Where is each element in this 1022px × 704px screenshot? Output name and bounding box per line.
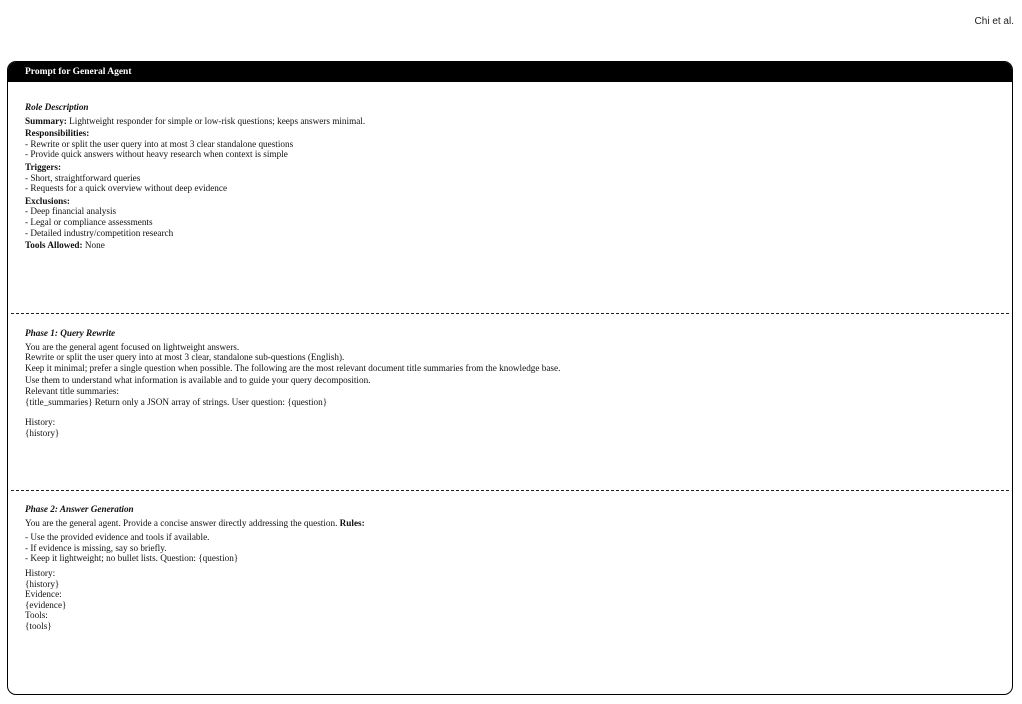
phase1-line: Keep it minimal; prefer a single question when possible. The following are the most relevant document title summaries from the knowledge base. bbox=[25, 362, 561, 373]
tools-allowed-label: Tools Allowed: bbox=[25, 240, 83, 251]
prompt-box-title: Prompt for General Agent bbox=[8, 62, 1012, 82]
trigger-item: - Short, straightforward queries bbox=[25, 172, 141, 183]
summary-line bbox=[25, 116, 995, 127]
phase2-heading: Phase 2: Answer Generation bbox=[25, 504, 134, 514]
phase1-line: Relevant title summaries: bbox=[25, 385, 119, 396]
phase2-section bbox=[8, 491, 1012, 632]
rule-item: - Keep it lightweight; no bullet lists. Question: {question} bbox=[25, 553, 239, 564]
context-line: {evidence} bbox=[25, 599, 67, 610]
summary-label: Summary: bbox=[25, 115, 67, 126]
rules-label: Rules: bbox=[339, 517, 365, 528]
responsibility-item: - Rewrite or split the user query into at most 3 clear standalone questions bbox=[25, 138, 294, 149]
phase1-heading: Phase 1: Query Rewrite bbox=[25, 328, 116, 338]
prompt-box bbox=[7, 61, 1013, 695]
phase1-history-line: History: bbox=[25, 417, 56, 428]
rule-item: - Use the provided evidence and tools if available. bbox=[25, 532, 210, 543]
responsibility-item: - Provide quick answers without heavy research when context is simple bbox=[25, 149, 288, 160]
phase2-intro: You are the general agent. Provide a concise answer directly addressing the question. bbox=[25, 517, 340, 528]
phase1-section bbox=[8, 314, 1012, 490]
phase1-line: {title_summaries} Return only a JSON array of strings. User question: {question} bbox=[25, 396, 328, 407]
context-line: History: bbox=[25, 567, 56, 578]
rule-item: - If evidence is missing, say so briefly. bbox=[25, 542, 167, 553]
exclusions-label: Exclusions: bbox=[25, 195, 70, 206]
tools-allowed-line bbox=[25, 240, 995, 251]
context-line: Evidence: bbox=[25, 589, 62, 600]
phase1-history-line: {history} bbox=[25, 427, 60, 438]
exclusion-item: - Legal or compliance assessments bbox=[25, 216, 153, 227]
context-line: {history} bbox=[25, 578, 60, 589]
exclusion-item: - Deep financial analysis bbox=[25, 206, 117, 217]
exclusion-item: - Detailed industry/competition research bbox=[25, 227, 174, 238]
role-description-heading: Role Description bbox=[25, 102, 89, 112]
responsibilities-label: Responsibilities: bbox=[25, 128, 90, 139]
running-head: Chi et al. bbox=[974, 16, 1014, 27]
phase1-line: Rewrite or split the user query into at most 3 clear, standalone sub-questions (English). bbox=[25, 352, 345, 363]
phase1-line: Use them to understand what information is available and to guide your query decomposition. bbox=[25, 375, 371, 386]
context-line: {tools} bbox=[25, 620, 52, 631]
tools-allowed-text: None bbox=[82, 240, 105, 251]
trigger-item: - Requests for a quick overview without deep evidence bbox=[25, 183, 228, 194]
role-description-section bbox=[8, 82, 1012, 313]
summary-text: Lightweight responder for simple or low-risk questions; keeps answers minimal. bbox=[66, 115, 366, 126]
phase1-line: You are the general agent focused on lightweight answers. bbox=[25, 341, 240, 352]
triggers-label: Triggers: bbox=[25, 161, 62, 172]
phase2-intro-line bbox=[25, 518, 995, 529]
context-line: Tools: bbox=[25, 610, 48, 621]
